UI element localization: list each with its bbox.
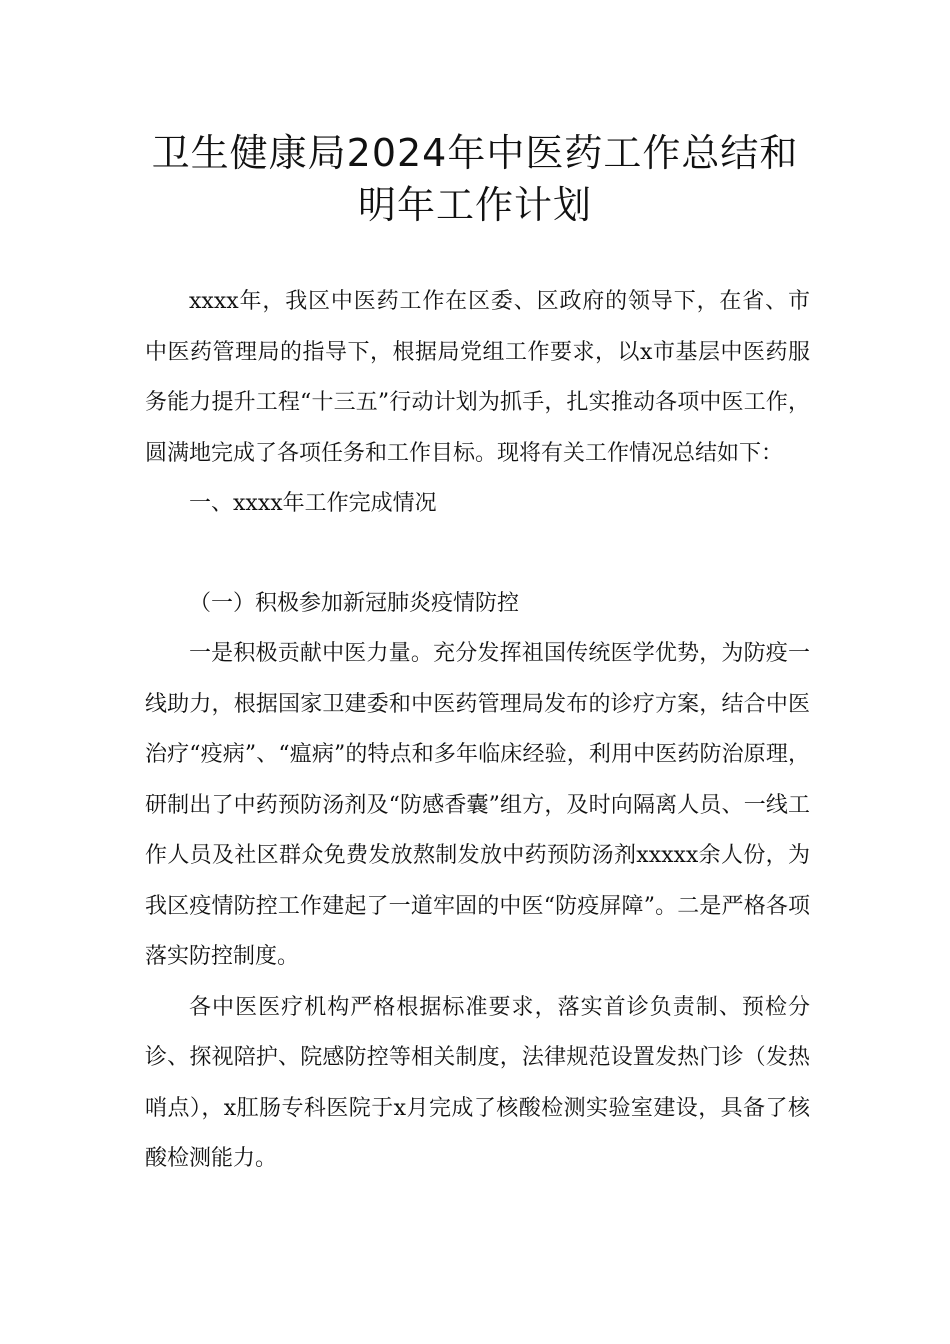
- document-title-line-1: 卫生健康局2024年中医药工作总结和: [151, 131, 799, 175]
- body-paragraph-2: 各中医医疗机构严格根据标准要求，落实首诊负责制、预检分诊、探视陪护、院感防控等相关制度，法律规范设置发热门诊（发热哨点），x肛肠专科医院于x月完成了核酸检测实验室建设，具备了核酸检测能力。: [145, 994, 810, 1171]
- section-heading-1: 一、xxxx年工作完成情况: [189, 491, 437, 516]
- document-body: [145, 277, 810, 1185]
- document-title-line-2: 明年工作计划: [357, 183, 592, 227]
- body-paragraph-1: 一是积极贡献中医力量。充分发挥祖国传统医学优势，为防疫一线助力，根据国家卫建委和中医药管理局发布的诊疗方案，结合中医治疗“疫病”、“瘟病”的特点和多年临床经验，利用中医药防治原理，研制出了中药预防汤剂及“防感香囊”组方，及时向隔离人员、一线工作人员及社区群众免费发放熬制发放中药预防汤剂xxxxx余人份，为我区疫情防控工作建起了一道牢固的中医“防疫屏障”。二是严格各项落实防控制度。: [145, 641, 810, 969]
- subsection-heading-1: （一）积极参加新冠肺炎疫情防控: [189, 590, 520, 616]
- intro-paragraph: xxxx年，我区中医药工作在区委、区政府的领导下，在省、市中医药管理局的指导下，根据局党组工作要求，以x市基层中医药服务能力提升工程“十三五”行动计划为抓手，扎实推动各项中医工作，圆满地完成了各项任务和工作目标。现将有关工作情况总结如下：: [145, 289, 810, 466]
